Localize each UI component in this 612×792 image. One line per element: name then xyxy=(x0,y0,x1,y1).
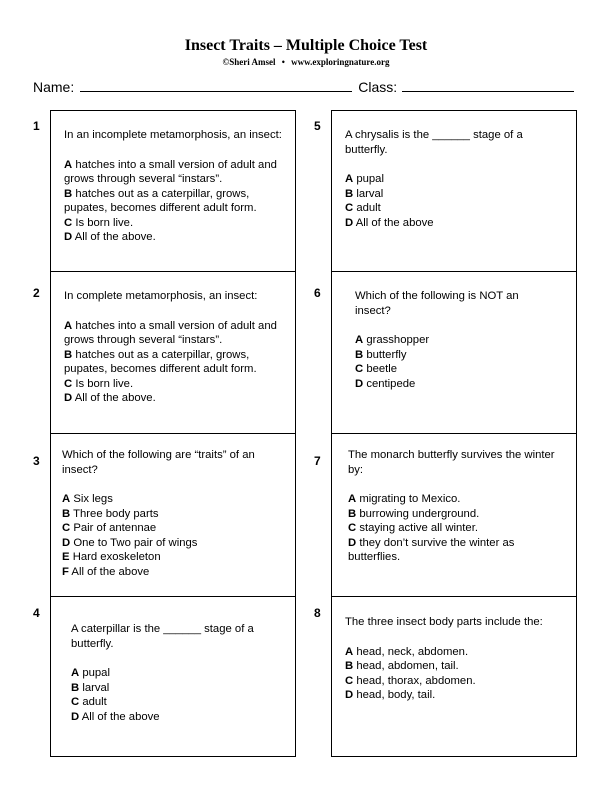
option-letter: C xyxy=(345,674,354,687)
option-letter: F xyxy=(62,565,69,578)
question-number: 7 xyxy=(314,454,321,468)
question-2-box xyxy=(33,272,295,434)
option-letter: D xyxy=(345,689,354,701)
class-field[interactable] xyxy=(402,79,574,92)
option-text: All of the above xyxy=(81,710,160,723)
answer-option[interactable] xyxy=(355,377,555,392)
option-text: hatches out as a caterpillar, grows, pupates, becomes different adult form. xyxy=(64,187,257,214)
separator-bullet: • xyxy=(281,57,285,67)
option-letter: A xyxy=(62,493,71,505)
option-text: hatches into a small version of adult and grows through several “instars”. xyxy=(64,319,277,346)
option-letter: D xyxy=(348,536,357,549)
answer-option[interactable] xyxy=(345,187,567,202)
answer-option[interactable] xyxy=(355,333,555,348)
question-3-box xyxy=(33,434,295,597)
option-text: they don’t survive the winter as butterflies. xyxy=(348,536,515,563)
answer-option[interactable] xyxy=(64,216,286,231)
question-number: 2 xyxy=(33,286,40,300)
option-letter: D xyxy=(355,377,364,390)
option-letter: A xyxy=(348,493,357,505)
answer-option[interactable] xyxy=(345,674,545,689)
question-8-text xyxy=(345,615,545,703)
question-number: 4 xyxy=(33,606,40,620)
website-credit: www.exploringnature.org xyxy=(291,57,390,67)
option-letter: C xyxy=(71,696,80,708)
question-prompt: The monarch butterfly survives the winter by: xyxy=(348,449,555,476)
option-letter: A xyxy=(64,158,73,171)
option-letter: C xyxy=(355,363,364,375)
question-3-text xyxy=(62,448,284,579)
question-4-box xyxy=(33,597,295,756)
option-text: head, body, tail. xyxy=(356,689,436,701)
answer-option[interactable] xyxy=(64,348,286,377)
option-text: butterfly xyxy=(366,348,407,361)
class-label: Class: xyxy=(358,79,398,95)
question-5-text xyxy=(345,128,567,230)
option-text: head, thorax, abdomen. xyxy=(356,674,476,687)
option-text: head, neck, abdomen. xyxy=(356,645,469,658)
option-text: Hard exoskeleton xyxy=(72,551,161,563)
option-text: Is born live. xyxy=(75,377,134,390)
question-7-box xyxy=(314,434,576,597)
option-text: staying active all winter. xyxy=(359,522,478,534)
option-letter: A xyxy=(345,645,354,658)
option-letter: B xyxy=(62,507,71,520)
answer-option[interactable] xyxy=(64,230,286,245)
option-letter: C xyxy=(348,522,357,534)
option-text: adult xyxy=(82,696,107,708)
question-prompt: The three insect body parts include the: xyxy=(345,616,543,628)
question-1-box xyxy=(33,111,295,272)
option-text: Is born live. xyxy=(75,216,134,229)
option-letter: D xyxy=(71,710,80,723)
option-letter: A xyxy=(355,334,364,346)
option-letter: B xyxy=(355,348,364,361)
left-question-column xyxy=(33,110,296,757)
question-8-box xyxy=(314,597,576,756)
option-letter: B xyxy=(71,681,80,694)
question-prompt: In complete metamorphosis, an insect: xyxy=(64,290,258,302)
answer-option[interactable] xyxy=(345,201,567,216)
question-number: 5 xyxy=(314,119,321,133)
option-text: beetle xyxy=(366,363,398,375)
option-text: All of the above. xyxy=(74,392,156,404)
name-field[interactable] xyxy=(80,79,352,92)
answer-option[interactable] xyxy=(345,645,545,660)
option-text: All of the above xyxy=(71,565,150,578)
test-title: Insect Traits – Multiple Choice Test xyxy=(184,37,428,54)
question-prompt: Which of the following is NOT an insect? xyxy=(355,290,519,317)
option-letter: C xyxy=(345,202,354,214)
question-prompt: A caterpillar is the ______ stage of a butterfly. xyxy=(71,623,254,650)
option-text: migrating to Mexico. xyxy=(359,493,461,505)
option-text: pupal xyxy=(356,173,384,185)
option-text: hatches into a small version of adult and grows through several “instars”. xyxy=(64,158,277,185)
question-number: 8 xyxy=(314,606,321,620)
answer-option[interactable] xyxy=(355,348,555,363)
option-letter: B xyxy=(348,507,357,520)
option-letter: C xyxy=(64,377,73,390)
answer-option[interactable] xyxy=(64,391,286,406)
question-5-box xyxy=(314,111,576,272)
option-text: Six legs xyxy=(73,493,113,505)
option-text: Three body parts xyxy=(73,507,159,520)
answer-option[interactable] xyxy=(345,688,545,703)
option-text: grasshopper xyxy=(366,334,430,346)
option-letter: D xyxy=(345,216,354,229)
answer-option[interactable] xyxy=(345,216,567,231)
option-letter: D xyxy=(64,231,73,243)
question-prompt: A chrysalis is the ______ stage of a butterfly. xyxy=(345,129,523,156)
answer-option[interactable] xyxy=(71,666,281,681)
answer-option[interactable] xyxy=(348,492,563,507)
option-letter: D xyxy=(64,392,73,404)
question-7-text xyxy=(348,448,563,565)
option-text: burrowing underground. xyxy=(359,507,480,520)
answer-option[interactable] xyxy=(345,172,567,187)
option-letter: D xyxy=(62,536,71,549)
question-6-text xyxy=(355,289,555,391)
option-text: pupal xyxy=(82,667,110,679)
answer-option[interactable] xyxy=(64,187,286,216)
answer-option[interactable] xyxy=(71,695,281,710)
answer-option[interactable] xyxy=(71,710,281,725)
question-number: 1 xyxy=(33,119,40,133)
question-1-text xyxy=(64,128,286,245)
option-text: adult xyxy=(356,202,381,214)
answer-option[interactable] xyxy=(62,521,284,536)
answer-option[interactable] xyxy=(348,536,563,565)
option-text: Pair of antennae xyxy=(73,522,157,534)
answer-option[interactable] xyxy=(64,319,286,348)
answer-option[interactable] xyxy=(62,507,284,522)
question-prompt: Which of the following are “traits” of an insect? xyxy=(62,449,255,476)
option-letter: A xyxy=(71,667,80,679)
option-text: All of the above. xyxy=(74,231,156,243)
question-number: 3 xyxy=(33,454,40,468)
option-letter: B xyxy=(345,187,354,200)
option-letter: C xyxy=(64,216,73,229)
option-text: centipede xyxy=(366,377,416,390)
credit-line xyxy=(0,57,612,67)
option-letter: B xyxy=(345,660,354,672)
option-letter: A xyxy=(64,319,73,332)
option-text: larval xyxy=(82,681,110,694)
answer-option[interactable] xyxy=(345,659,545,674)
option-text: All of the above xyxy=(355,216,434,229)
answer-option[interactable] xyxy=(62,492,284,507)
option-letter: B xyxy=(64,348,73,361)
question-prompt: In an incomplete metamorphosis, an insect: xyxy=(64,129,282,141)
name-class-row xyxy=(33,79,579,95)
answer-option[interactable] xyxy=(348,507,563,522)
option-text: One to Two pair of wings xyxy=(73,536,198,549)
option-text: hatches out as a caterpillar, grows, pupates, becomes different adult form. xyxy=(64,348,257,375)
option-letter: B xyxy=(64,187,73,200)
answer-option[interactable] xyxy=(348,521,563,536)
answer-option[interactable] xyxy=(62,565,284,580)
answer-option[interactable] xyxy=(355,362,555,377)
name-label: Name: xyxy=(33,79,75,95)
answer-option[interactable] xyxy=(64,377,286,392)
right-question-column xyxy=(314,110,577,757)
question-number: 6 xyxy=(314,286,321,300)
answer-option[interactable] xyxy=(64,158,286,187)
author-credit: ©Sheri Amsel xyxy=(222,57,276,67)
option-text: head, abdomen, tail. xyxy=(356,660,459,672)
option-letter: A xyxy=(345,173,354,185)
option-letter: E xyxy=(62,551,70,563)
answer-option[interactable] xyxy=(71,681,281,696)
question-2-text xyxy=(64,289,286,406)
question-4-text xyxy=(71,622,281,724)
question-6-box xyxy=(314,272,576,434)
answer-option[interactable] xyxy=(62,550,284,565)
option-text: larval xyxy=(356,187,384,200)
answer-option[interactable] xyxy=(62,536,284,551)
option-letter: C xyxy=(62,522,71,534)
